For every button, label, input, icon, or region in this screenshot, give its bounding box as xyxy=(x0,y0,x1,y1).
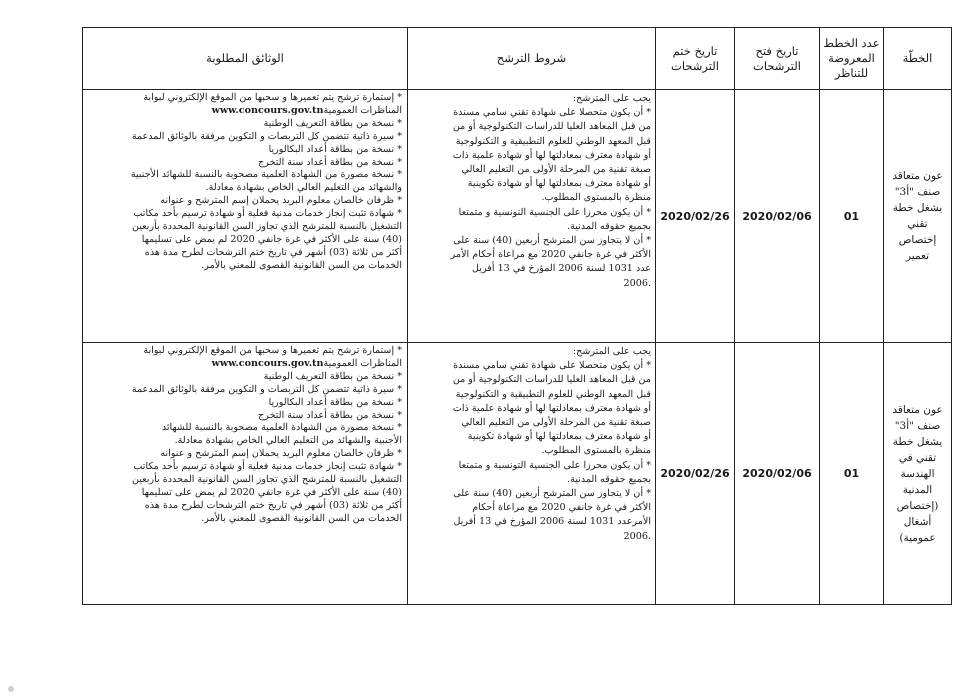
text-line: (40) سنة على الأكثر في غرة جانفي 2020 لم يمض على تسليمها xyxy=(141,233,402,245)
text-line: * نسخة من بطاقة التعريف الوطنية xyxy=(263,370,402,382)
text-line: (40) سنة على الأكثر في غرة جانفي 2020 لم يمض على تسليمها xyxy=(141,486,402,498)
text-line: الأكثر في غرة جانفي 2020 مع مراعاة أحكام xyxy=(472,502,651,514)
close-date-cell: 2020/02/26 xyxy=(656,343,735,605)
text-line: أو شهادة معترف بمعادلتها لها أو شهادة تكوينية xyxy=(467,178,651,190)
text-line: * أن لا يتجاوز سن المترشح أربعين (40) سنة على xyxy=(453,488,651,500)
text-line: الأجنبية والشهائد من التعليم العالي الخاص بشهادة معادلة. xyxy=(174,435,402,447)
header-documents: الوثائق المطلوبة xyxy=(83,28,408,90)
open-date-cell: 2020/02/06 xyxy=(735,343,820,605)
text-line: * شهادة تثبت إنجاز خدمات مدنية فعلية أو شهادة ترسيم بأحد مكاتب xyxy=(133,208,402,220)
conditions-cell xyxy=(408,343,656,605)
text-line: قبل المعهد الوطني للعلوم التطبيقية و التكنولوجية xyxy=(455,388,651,400)
text-line: أو شهادة معترف بمعادلتها لها أو شهادة علمية ذات xyxy=(452,402,651,414)
portal-link[interactable]: www.concours.gov.tn xyxy=(211,357,324,369)
text-line: .2006 xyxy=(623,277,651,289)
text-line: * نسخة مصورة من الشهادة العلمية مصحوبة بالنسبة للشهائد الأجنبية xyxy=(130,169,402,181)
text-line: الخدمات من السن القانونية القصوى للمعني بالأمر. xyxy=(201,512,402,524)
positions-cell: 01 xyxy=(820,343,884,605)
text-line: أو شهادة معترف بمعادلتها لها أو شهادة علمية ذات xyxy=(452,149,651,161)
text-line: * أن يكون محرزا على الجنسية التونسية و متمتعا xyxy=(458,459,651,471)
open-date-cell: 2020/02/06 xyxy=(735,90,820,343)
text-line xyxy=(87,358,402,371)
header-close-date: تاريخ ختم الترشحات xyxy=(656,28,735,90)
text-line: الأمرعدد 1031 لسنة 2006 المؤرخ في 13 أفريل xyxy=(453,516,651,528)
documents-cell xyxy=(83,90,408,343)
text-line: التشغيل بالنسبة للمترشح الذي تجاوز السن القانونية المحددة بأربعين xyxy=(131,474,402,486)
text-line: * أن يكون محرزا على الجنسية التونسية و متمتعا xyxy=(458,206,651,218)
text-line: * نسخة من بطاقة أعداد سنة التخرج xyxy=(258,156,402,168)
text-line: التشغيل بالنسبة للمترشح الذي تجاوز السن القانونية المحددة بأربعين xyxy=(131,221,402,233)
text-line: الأكثر في غرة جانفي 2020 مع مراعاة أحكام الأمر xyxy=(450,249,651,261)
recruitment-table xyxy=(82,27,952,605)
conditions-cell xyxy=(408,90,656,343)
table-row xyxy=(83,343,952,605)
text-line: أكثر من ثلاثة (03) أشهر في تاريخ ختم الترشحات لطرح مدة هذه xyxy=(144,499,402,511)
text-line: بجميع حقوقه المدنية. xyxy=(567,220,651,232)
text-line: * سيرة ذاتية تتضمن كل التربصات و التكوين مرفقة بالوثائق المدعمة xyxy=(131,130,402,142)
plan-cell: عون متعاقد صنف "أ3" يشغل خطة تقني في الهندسة المدنية (إختصاص أشغال عمومية) xyxy=(884,343,952,605)
text-line: صبغة تقنية من المرحلة الأولى من التعليم العالي xyxy=(461,164,651,176)
header-row xyxy=(83,28,952,90)
text-line xyxy=(87,105,402,118)
text-line: * نسخة مصورة من الشهادة العلمية مصحوبة بالنسبة للشهائد xyxy=(161,422,402,434)
text-line: * شهادة تثبت إنجاز خدمات مدنية فعلية أو شهادة ترسيم بأحد مكاتب xyxy=(133,461,402,473)
text-line: .2006 xyxy=(623,530,651,542)
text-line: * ظرفان خالصان معلوم البريد يحملان إسم المترشح و عنوانه xyxy=(160,448,402,460)
text-line: * نسخة من بطاقة أعداد البكالوريا xyxy=(268,396,402,408)
text-line: الخدمات من السن القانونية القصوى للمعني بالأمر. xyxy=(201,259,402,271)
text-line: يجب على المترشح: xyxy=(572,346,651,357)
documents-cell xyxy=(83,343,408,605)
table-row xyxy=(83,90,952,343)
text-line: أكثر من ثلاثة (03) أشهر في تاريخ ختم الترشحات لطرح مدة هذه xyxy=(144,246,402,258)
text-line: من قبل المعاهد العليا للدراسات التكنولوجية أو من xyxy=(452,121,651,133)
text-line: * إستمارة ترشح يتم تعميرها و سحبها من الموقع الإلكتروني لبوابة xyxy=(143,92,402,103)
text-line: من قبل المعاهد العليا للدراسات التكنولوجية أو من xyxy=(452,374,651,386)
header-open-date: تاريخ فتح الترشحات xyxy=(735,28,820,90)
plan-cell: عون متعاقد صنف "أ3" يشغل خطة تقني إختصاص تعمير xyxy=(884,90,952,343)
text-line: * نسخة من بطاقة أعداد البكالوريا xyxy=(268,143,402,155)
text-fragment: المناظرات العمومية xyxy=(323,357,402,369)
positions-cell: 01 xyxy=(820,90,884,343)
text-line: منظرة بالمستوى المطلوب. xyxy=(541,445,651,457)
header-conditions: شروط الترشح xyxy=(408,28,656,90)
header-plan: الخطّة xyxy=(884,28,952,90)
portal-link[interactable]: www.concours.gov.tn xyxy=(211,104,324,116)
text-fragment: المناظرات العمومية xyxy=(323,104,402,116)
text-line: منظرة بالمستوى المطلوب. xyxy=(541,192,651,204)
text-line: يجب على المترشح: xyxy=(572,93,651,104)
text-line: * نسخة من بطاقة التعريف الوطنية xyxy=(263,117,402,129)
text-line: صبغة تقنية من المرحلة الأولى من التعليم العالي xyxy=(461,417,651,429)
close-date-cell: 2020/02/26 xyxy=(656,90,735,343)
text-line: * أن يكون متحصلا على شهادة تقني سامي مسندة xyxy=(453,107,651,119)
text-line: * ظرفان خالصان معلوم البريد يحملان إسم المترشح و عنوانه xyxy=(160,195,402,207)
text-line: * نسخة من بطاقة أعداد سنة التخرج xyxy=(258,409,402,421)
text-line: أو شهادة معترف بمعادلتها لها أو شهادة تكوينية xyxy=(467,431,651,443)
text-line: * أن يكون متحصلا على شهادة تقني سامي مسندة xyxy=(453,360,651,372)
text-line: * أن لا يتجاوز سن المترشح أربعين (40) سنة على xyxy=(453,235,651,247)
text-line: عدد 1031 لسنة 2006 المؤرخ في 13 أفريل xyxy=(472,263,651,275)
text-line: والشهائد من التعليم العالي الخاص بشهادة معادلة. xyxy=(205,182,402,194)
text-line: * سيرة ذاتية تتضمن كل التربصات و التكوين مرفقة بالوثائق المدعمة xyxy=(131,383,402,395)
header-positions: عدد الخطط المعروضة للتناظر xyxy=(820,28,884,90)
scan-mark xyxy=(8,686,14,692)
text-line: بجميع حقوقه المدنية. xyxy=(567,473,651,485)
text-line: قبل المعهد الوطني للعلوم التطبيقية و التكنولوجية xyxy=(455,135,651,147)
text-line: * إستمارة ترشح يتم تعميرها و سحبها من الموقع الإلكتروني لبوابة xyxy=(143,345,402,356)
